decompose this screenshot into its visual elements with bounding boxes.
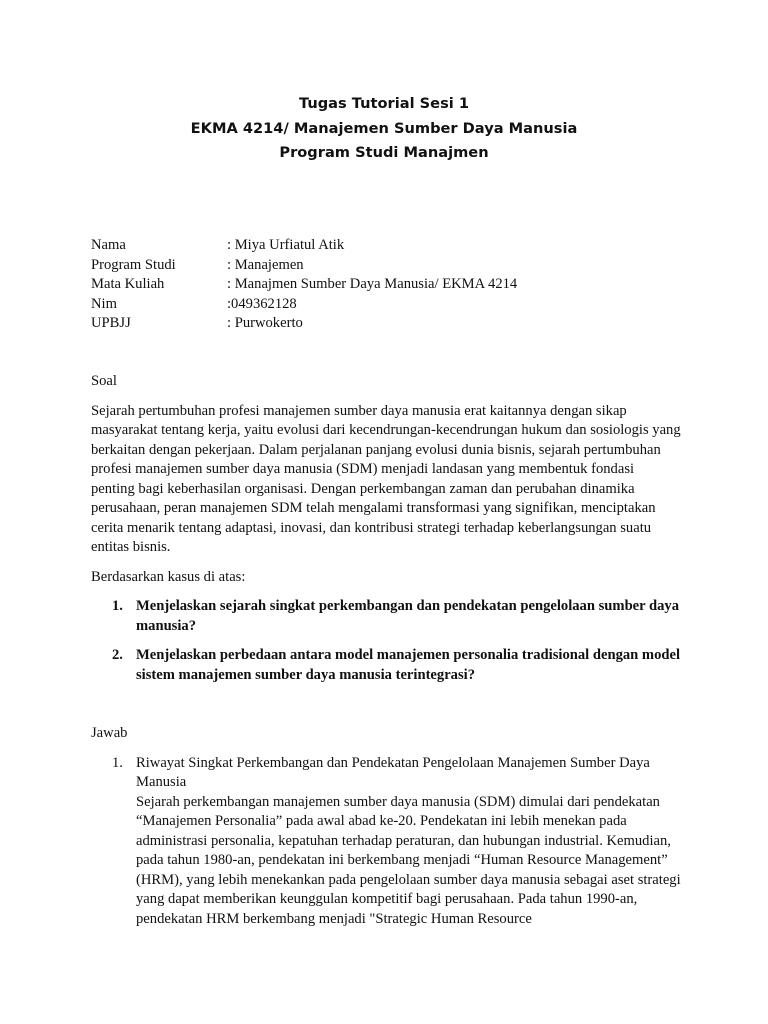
document-body: [91, 372, 681, 929]
question-number: 2.: [112, 647, 123, 663]
answer-item: [91, 754, 681, 930]
identity-value: : Manajemen: [227, 256, 304, 273]
identity-label: Mata Kuliah: [91, 276, 165, 292]
question-list: [91, 597, 681, 685]
jawab-heading: Jawab: [91, 725, 128, 741]
identity-value: : Manajmen Sumber Daya Manusia/ EKMA 4214: [227, 276, 518, 292]
answer-title: Riwayat Singkat Perkembangan dan Pendekatan Pengelolaan Manajemen Sumber Daya Manusia: [136, 754, 650, 790]
identity-row: [91, 236, 517, 256]
identity-row: [91, 275, 517, 295]
question-number: 1.: [112, 598, 123, 614]
document-header: [0, 92, 768, 166]
identity-label: Nama: [91, 237, 126, 253]
answer-text: Sejarah perkembangan manajemen sumber daya manusia (SDM) dimulai dari pendekatan “Manajemen Personalia” pada awal abad ke-20. Pendekatan ini lebih menekan pada administrasi personalia, kepatuhan terhadap peraturan, dan hubungan industrial. Kemudian, pada tahun 1980-an, pendekatan ini berkembang menjadi “Human Resource Management” (HRM), yang lebih menekankan pada pengelolaan sumber daya manusia sebagai aset strategi yang dapat memberikan keunggulan kompetitif bagi perusahaan. Pada tahun 1990-an, pendekatan HRM berkembang menjadi "Strategic Human Resource: [136, 793, 681, 927]
header-program: Program Studi Manajmen: [279, 144, 489, 161]
identity-row: [91, 295, 517, 315]
soal-intro: Berdasarkan kasus di atas:: [91, 568, 246, 585]
identity-block: [91, 236, 517, 334]
identity-value: : Purwokerto: [227, 315, 303, 331]
question-text: Menjelaskan sejarah singkat perkembangan dan pendekatan pengelolaan sumber daya manusia?: [136, 598, 680, 634]
identity-row: [91, 256, 517, 276]
question-item: [91, 646, 681, 685]
answer-number: 1.: [112, 754, 123, 771]
identity-label: Nim: [91, 295, 117, 312]
question-text: Menjelaskan perbedaan antara model manajemen personalia tradisional dengan model sistem manajemen sumber daya manusia terintegrasi?: [136, 647, 681, 683]
identity-label: Program Studi: [91, 256, 176, 273]
soal-paragraph: Sejarah pertumbuhan profesi manajemen sumber daya manusia erat kaitannya dengan sikap masyarakat tentang kerja, yaitu evolusi dari kecendrungan-kecendrungan hukum dan sosiologis yang berkaitan dengan pekerjaan. Dalam perjalanan panjang evolusi dunia bisnis, sejarah pertumbuhan profesi manajemen sumber daya manusia (SDM) menjadi landasan yang membentuk fondasi penting bagi keberhasilan organisasi. Dengan perkembangan zaman dan perubahan dinamika perusahaan, peran manajemen SDM telah mengalami transformasi yang signifikan, menciptakan cerita menarik tentang adaptasi, inovasi, dan kontribusi strategi terhadap keberlangsungan suatu entitas bisnis.: [91, 402, 681, 555]
identity-label: UPBJJ: [91, 315, 131, 331]
header-title: Tugas Tutorial Sesi 1: [298, 95, 469, 112]
identity-value: : Miya Urfiatul Atik: [227, 237, 345, 253]
question-item: [91, 597, 681, 636]
answer-list: [91, 754, 681, 930]
header-course: EKMA 4214/ Manajemen Sumber Daya Manusia: [190, 119, 578, 137]
soal-heading: Soal: [91, 373, 117, 389]
identity-value: :049362128: [227, 295, 297, 312]
identity-row: [91, 314, 517, 334]
